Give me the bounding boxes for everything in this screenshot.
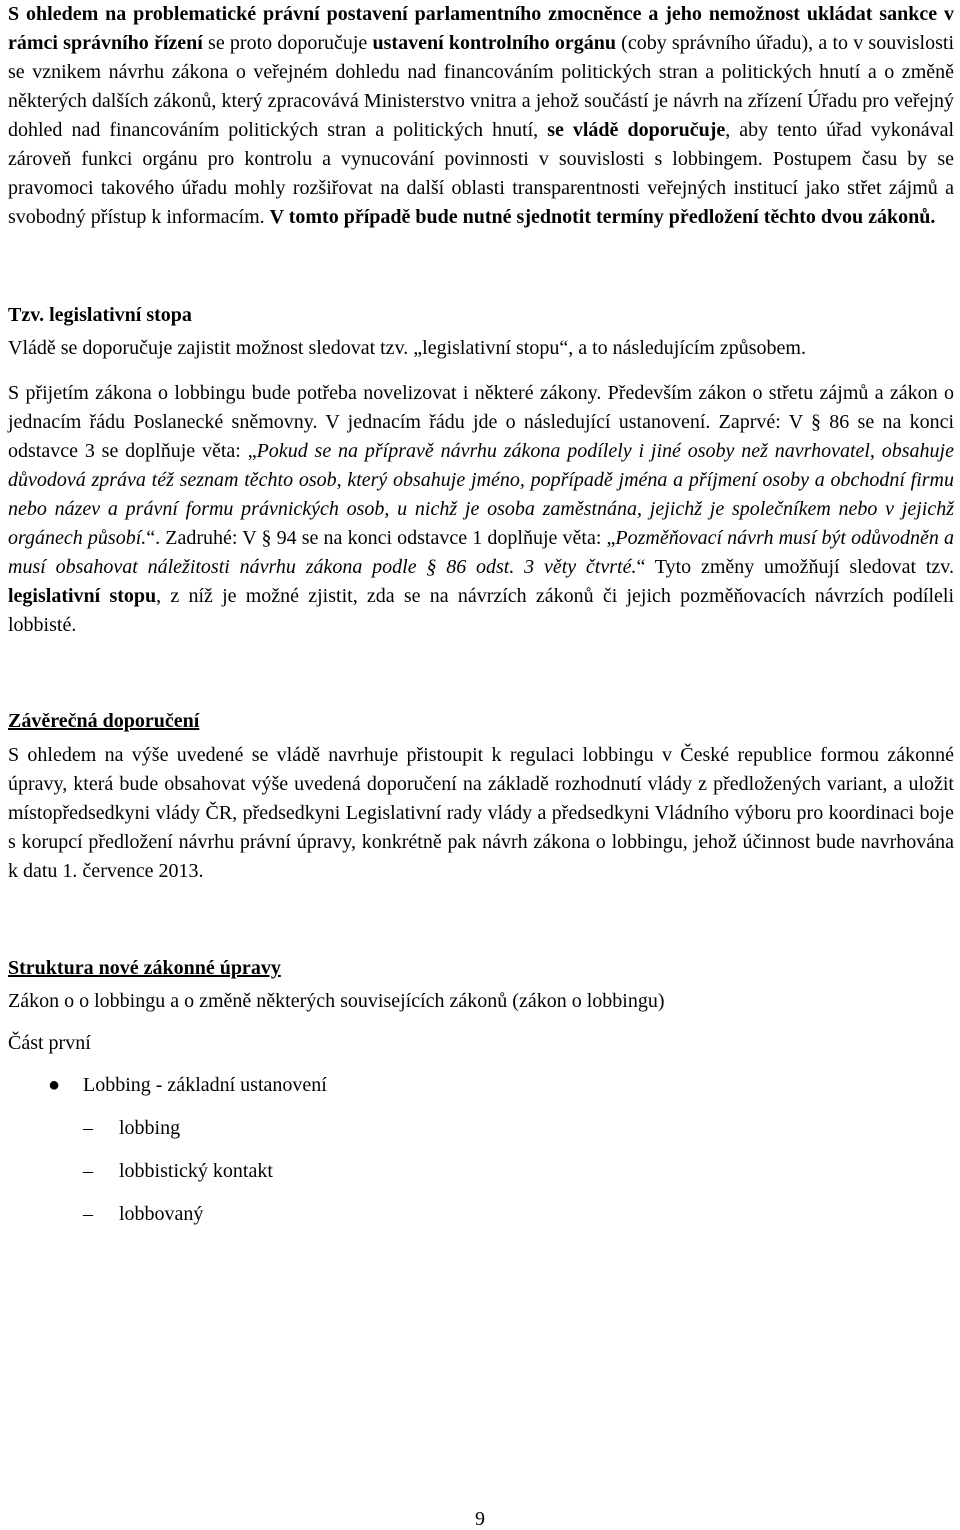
part-label: Část první [8, 1032, 91, 1054]
text-run: ustavení kontrolního orgánu [372, 32, 616, 54]
dash-icon: – [83, 1117, 93, 1139]
text-run: , aby tento úřad vykonával zároveň funkci orgánu pro kontrolu a vynucování povinnosti v souvislosti s lobbingem. Postupem času by se pravomoci takového úřadu mohly rozšiřovat na další oblasti transparentnosti veřejných institucí jako střet zájmů a svobodný přístup k informacím. [8, 119, 954, 228]
heading-legislative-trace: Tzv. legislativní stopa [8, 304, 192, 326]
text-run: “ Tyto změny umožňují sledovat tzv. [636, 556, 954, 578]
list-item [8, 1071, 954, 1100]
text-run: legislativní stopu [8, 585, 157, 607]
law-title: Zákon o o lobbingu a o změně některých souvisejících zákonů (zákon o lobbingu) [8, 990, 665, 1012]
dash-list [8, 1114, 954, 1229]
heading-final-recommendations: Závěrečná doporučení [8, 710, 200, 732]
paragraph-final-recommendations: S ohledem na výše uvedené se vládě navrhuje přistoupit k regulaci lobbingu v České republice formou zákonné úpravy, která bude obsahovat výše uvedená doporučení na základě rozhodnutí vlády z předložených variant, a uložit místopředsedkyni vlády ČR, předsedkyni Legislativní rady vlády a předsedkyni Vládního výboru pro koordinaci boje s korupcí předložení návrhu právní úpravy, konkrétně pak návrh zákona o lobbingu, jehož účinnost bude navrhována k datu 1. července 2013. [8, 744, 954, 882]
heading-structure: Struktura nové zákonné úpravy [8, 957, 281, 979]
text-run: S ohledem na problematické právní postavení parlamentního zmocněnce a jeho nemožnost ukládat sankce v rámci správního řízení [8, 3, 954, 54]
text-run: , z níž je možné zjistit, zda se na návrzích zákonů či jejich pozměňovacích návrzích podíleli lobbisté. [8, 585, 955, 636]
list-item [8, 1200, 954, 1229]
list-item-label: lobbistický kontakt [119, 1160, 273, 1182]
list-item [8, 1114, 954, 1143]
bullet-icon: ● [48, 1074, 61, 1096]
document-page [8, 0, 954, 1229]
list-item-label: lobbing [119, 1117, 181, 1139]
dash-icon: – [83, 1160, 93, 1182]
text-run: V tomto případě bude nutné sjednotit termíny předložení těchto dvou zákonů. [269, 206, 936, 228]
dash-icon: – [83, 1203, 93, 1225]
paragraph-recommendation [8, 0, 954, 232]
text-run: Pokud se na přípravě návrhu zákona podílely i jiné osoby než navrhovatel, obsahuje důvodová zpráva též seznam těchto osob, který obsahuje jméno, popřípadě jména a příjmení osoby a obchodní firmu nebo název a právní formu právnických osob, u nichž je osoba zaměstnána, jejichž je společníkem nebo v jejichž orgánech působí. [8, 440, 954, 549]
list-item-label: Lobbing - základní ustanovení [83, 1074, 327, 1096]
page-number: 9 [475, 1508, 485, 1530]
text-run: “. Zadruhé: V § 94 se na konci odstavce 1 doplňuje věta: „ [146, 527, 616, 549]
paragraph-legislative-trace-intro: Vládě se doporučuje zajistit možnost sledovat tzv. „legislativní stopu“, a to následujícím způsobem. [8, 337, 806, 359]
paragraph-legislative-trace-details [8, 379, 954, 640]
text-run: S přijetím zákona o lobbingu bude potřeba novelizovat i některé zákony. Především zákon o střetu zájmů a zákon o jednacím řádu Poslanecké sněmovny. V jednacím řádu jde o následující ustanovení. Zaprvé: V § 86 se na konci odstavce 3 se doplňuje věta: „ [8, 382, 954, 462]
list-item [8, 1157, 954, 1186]
list-item-label: lobbovaný [119, 1203, 204, 1225]
text-run: se proto doporučuje [202, 32, 373, 54]
text-run: se vládě doporučuje [547, 119, 726, 141]
text-run: Pozměňovací návrh musí být odůvodněn a musí obsahovat náležitosti návrhu zákona podle § 86 odst. 3 věty čtvrté. [8, 527, 954, 578]
text-run: (coby správního úřadu), a to v souvislosti se vznikem návrhu zákona o veřejném dohledu nad financováním politických stran a politických hnutí a o změně některých dalších zákonů, který zpracovává Ministerstvo vnitra a jehož součástí je návrh na zřízení Úřadu pro veřejný dohled nad financováním politických stran a politických hnutí, [8, 32, 954, 141]
bullet-list [8, 1071, 954, 1100]
